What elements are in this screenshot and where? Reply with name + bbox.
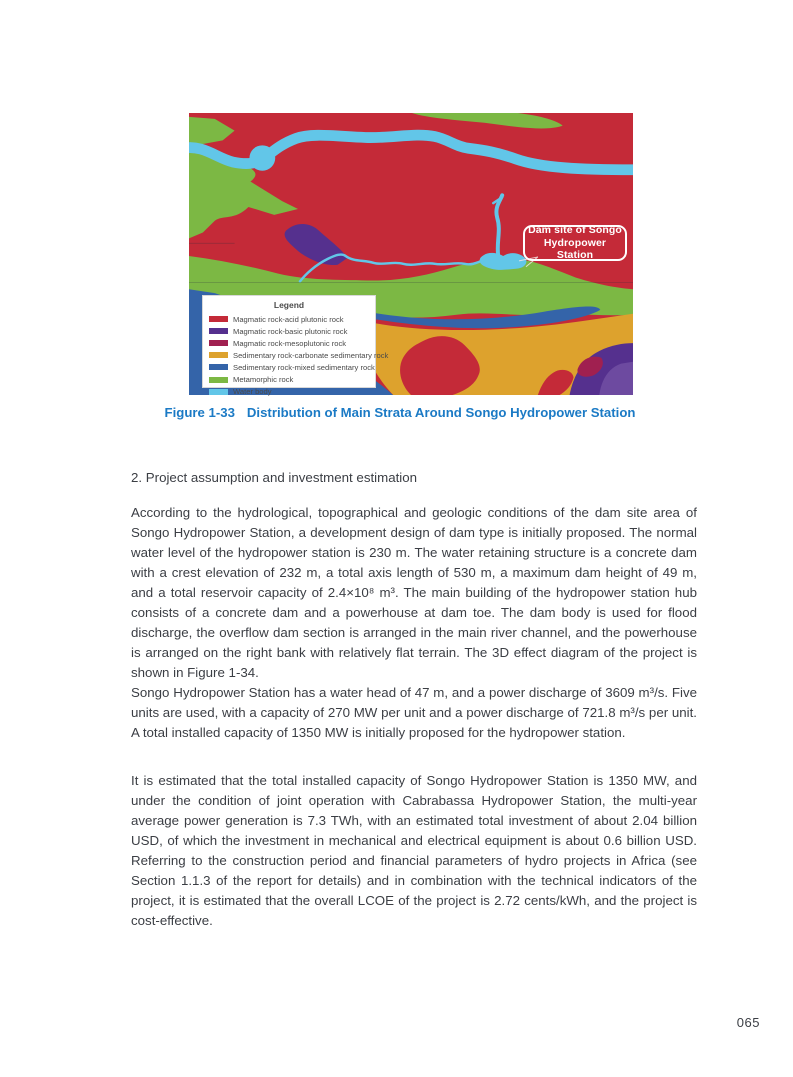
- legend-row: [203, 325, 375, 337]
- legend-swatch-mesoplutonic: [209, 340, 228, 346]
- legend-swatch-mixed-sedimentary: [209, 364, 228, 370]
- legend-swatch-carbonate: [209, 352, 228, 358]
- legend-label: Sedimentary rock-mixed sedimentary rock: [233, 362, 375, 372]
- strata-map-figure: [189, 113, 633, 395]
- legend-swatch-basic-plutonic: [209, 328, 228, 334]
- legend-label: Sedimentary rock-carbonate sedimentary rock: [233, 350, 389, 360]
- dam-site-callout-line1: Dam site of Songo: [528, 224, 622, 237]
- legend-row: [203, 361, 375, 373]
- legend-label: Magmatic rock-basic plutonic rock: [233, 326, 348, 336]
- legend-title: Legend: [273, 300, 305, 310]
- body-paragraph-3: It is estimated that the total installed capacity of Songo Hydropower Station is 1350 MW, and under the condition of joint operation with Cabrabassa Hydropower Station, the multi-year average power generation is 7.3 TWh, with an estimated total investment of about 2.04 billion USD, of which the investment in mechanical and electrical equipment is about 0.6 billion USD. Referring to the construction period and financial parameters of hydro projects in Africa (see Section 1.1.3 of the report for details) and in combination with the technical indicators of the project, it is estimated that the overall LCOE of the project is 2.72 cents/kWh, and the project is cost-effective.: [131, 773, 697, 928]
- legend-label: Water body: [233, 387, 272, 397]
- legend-label: Magmatic rock-acid plutonic rock: [233, 314, 344, 324]
- figure-caption: [120, 405, 680, 420]
- legend-row: [203, 386, 375, 398]
- legend-row: [203, 337, 375, 349]
- figure-caption-text: Distribution of Main Strata Around Songo Hydropower Station: [246, 405, 636, 420]
- legend-row: [203, 349, 389, 361]
- legend-row: [203, 373, 375, 385]
- body-paragraph-1: According to the hydrological, topographical and geologic conditions of the dam site area of Songo Hydropower Station, a development design of dam type is initially proposed. The normal water level of the hydropower station is 230 m. The water retaining structure is a concrete dam with a crest elevation of 232 m, a total axis length of 530 m, a maximum dam height of 49 m, and a total reservoir capacity of 2.4×10⁸ m³. The main building of the hydropower station hub consists of a concrete dam and a powerhouse at dam toe. The dam body is used for flood discharge, the overflow dam section is arranged in the main river channel, and the powerhouse is arranged on the right bank with relatively flat terrain. The 3D effect diagram of the project is shown in Figure 1-34.: [131, 505, 697, 680]
- legend-swatch-water-body: [209, 389, 228, 395]
- legend-swatch-acid-plutonic: [209, 316, 228, 322]
- dam-site-callout-line2: Hydropower Station: [543, 236, 607, 262]
- figure-caption-number: Figure 1-33: [164, 405, 235, 420]
- body-paragraph-2: Songo Hydropower Station has a water head of 47 m, and a power discharge of 3609 m³/s. Five units are used, with a capacity of 270 MW per unit and a power discharge of 721.8 m³/s per unit. A total installed capacity of 1350 MW is initially proposed for the hydropower station.: [131, 685, 697, 740]
- legend-row: [203, 313, 375, 325]
- section-heading: 2. Project assumption and investment estimation: [131, 470, 418, 485]
- page-number: 065: [736, 1015, 760, 1030]
- legend-label: Magmatic rock-mesoplutonic rock: [233, 338, 347, 348]
- dam-site-callout: [523, 225, 627, 261]
- map-legend: [202, 295, 389, 397]
- legend-swatch-metamorphic: [209, 377, 228, 383]
- legend-label: Metamorphic rock: [233, 375, 294, 385]
